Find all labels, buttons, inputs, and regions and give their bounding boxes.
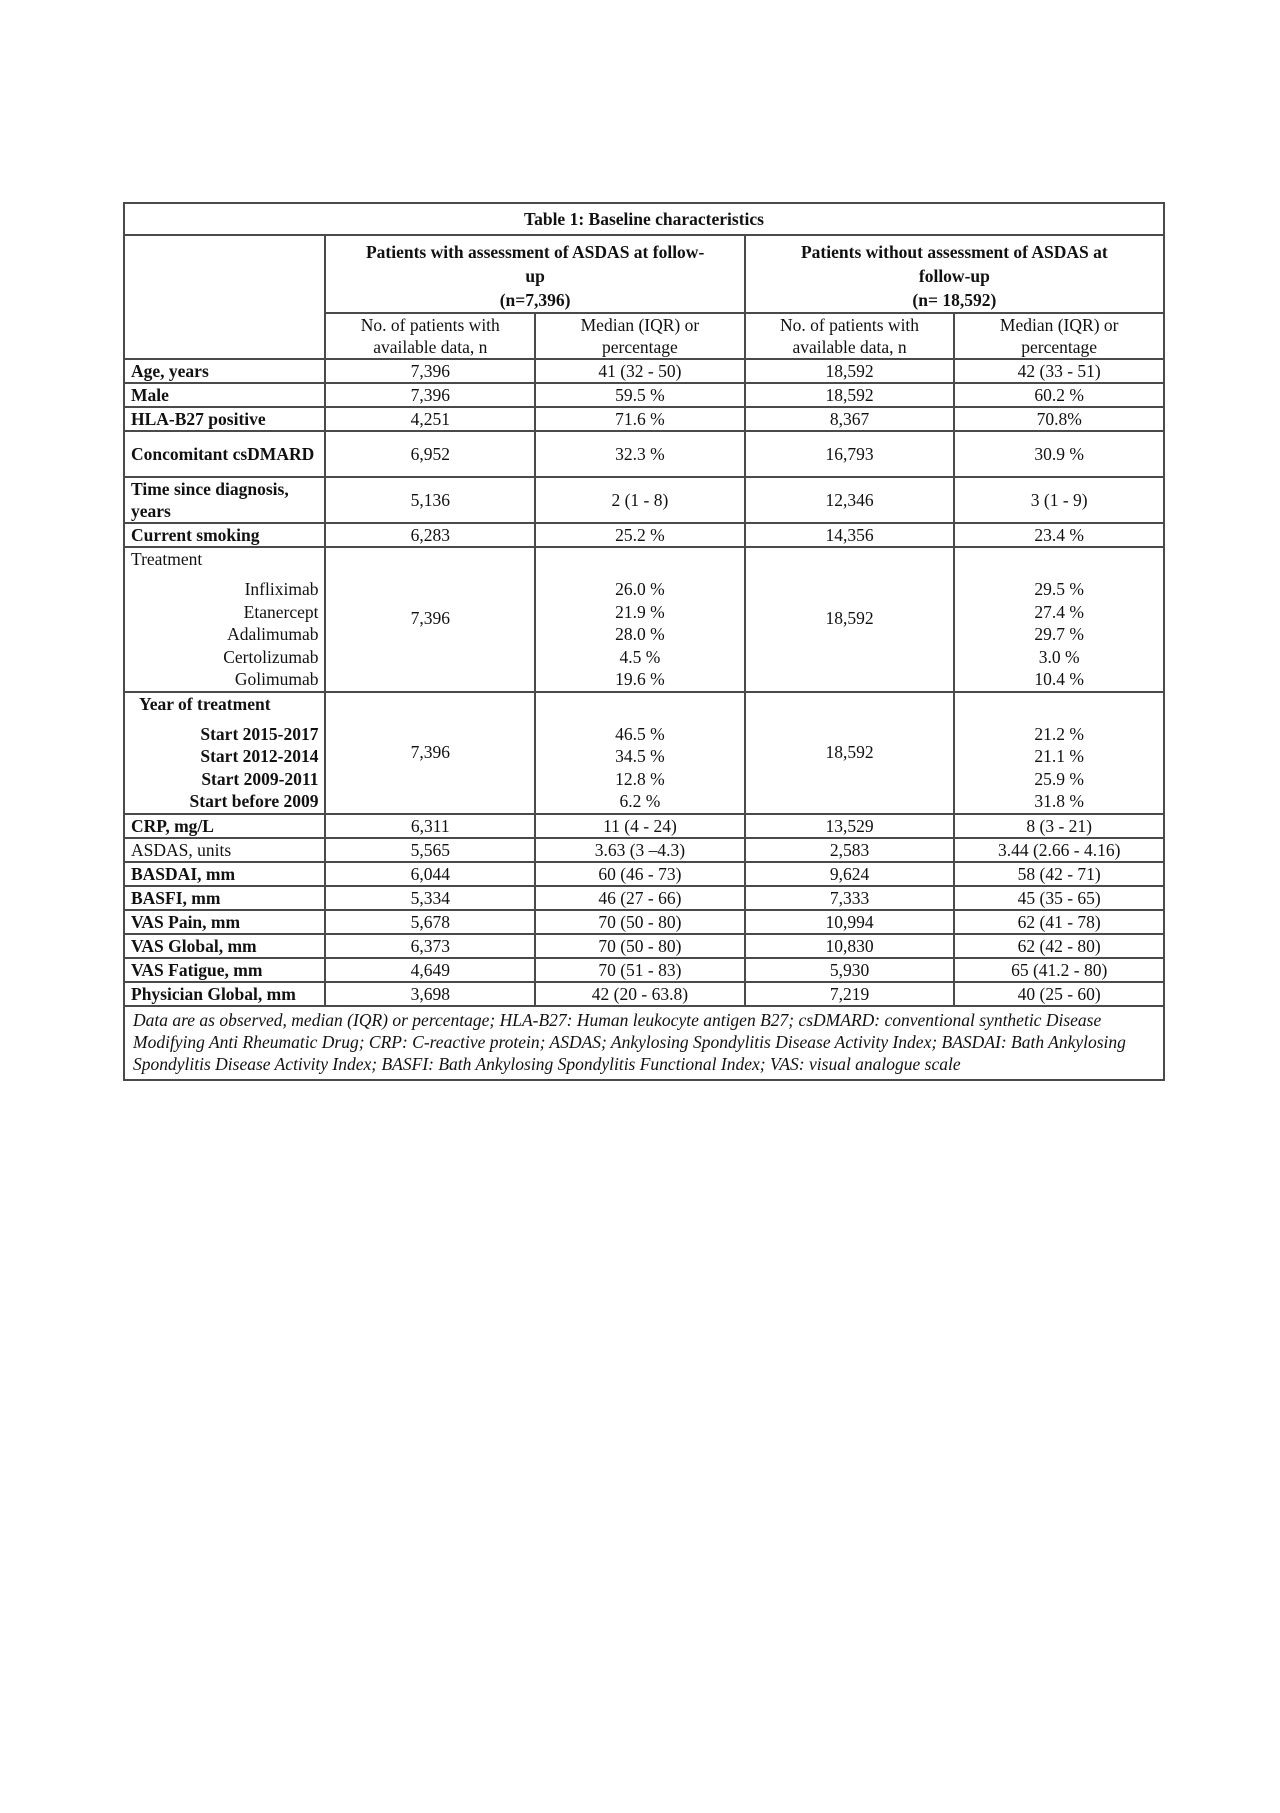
subheader-median: Median (IQR) or percentage xyxy=(535,313,745,359)
sub-label: Start 2009-2011 xyxy=(201,768,319,789)
cell-g1-n xyxy=(325,547,535,692)
row-label: Year of treatment xyxy=(139,693,271,714)
cell-value: 6.2 % xyxy=(619,791,661,811)
row-label: Concomitant csDMARD xyxy=(124,431,325,477)
cell-g1-values xyxy=(535,547,745,692)
table-title: Table 1: Baseline characteristics xyxy=(124,203,1164,235)
cell-g2-value: 42 (33 - 51) xyxy=(954,359,1164,383)
table-row xyxy=(124,910,1164,934)
cell-g2-n: 8,367 xyxy=(745,407,955,431)
cell-value: 12.8 % xyxy=(615,768,665,789)
cell-g1-value: 32.3 % xyxy=(535,431,745,477)
cell-g2-n: 16,793 xyxy=(745,431,955,477)
row-label: VAS Fatigue, mm xyxy=(124,958,325,982)
subheader-median: Median (IQR) or percentage xyxy=(954,313,1164,359)
cell-g2-value: 65 (41.2 - 80) xyxy=(954,958,1164,982)
cell-g1-value: 59.5 % xyxy=(535,383,745,407)
sub-label: Golimumab xyxy=(234,669,319,689)
cell-g2-values xyxy=(954,547,1164,692)
cell-g1-n: 4,251 xyxy=(325,407,535,431)
cell-value: 19.6 % xyxy=(615,669,665,689)
table-row xyxy=(124,838,1164,862)
subheader-count: No. of patients with available data, n xyxy=(745,313,955,359)
group-header-n: (n= 18,592) xyxy=(912,290,997,310)
cell-g1-value: 70 (50 - 80) xyxy=(535,910,745,934)
row-label: Male xyxy=(124,383,325,407)
cell-g2-values xyxy=(954,692,1164,814)
table-row xyxy=(124,814,1164,838)
cell-value: 34.5 % xyxy=(615,746,665,766)
year-labels xyxy=(124,692,325,814)
cell-g1-n: 6,044 xyxy=(325,862,535,886)
cell-g2-n: 10,830 xyxy=(745,934,955,958)
cell-g2-value: 8 (3 - 21) xyxy=(954,814,1164,838)
cell-g2-n: 18,592 xyxy=(745,359,955,383)
sub-label: Start before 2009 xyxy=(189,791,319,811)
cell-g1-value: 70 (51 - 83) xyxy=(535,958,745,982)
cell-g2-n: 5,930 xyxy=(745,958,955,982)
cell-g1-value: 41 (32 - 50) xyxy=(535,359,745,383)
cell-g2-n: 14,356 xyxy=(745,523,955,547)
row-label: CRP, mg/L xyxy=(124,814,325,838)
table-row xyxy=(124,383,1164,407)
row-label: HLA-B27 positive xyxy=(124,407,325,431)
table-row xyxy=(124,886,1164,910)
cell-g2-value: 60.2 % xyxy=(954,383,1164,407)
sub-label: Etanercept xyxy=(243,601,319,622)
table-row xyxy=(124,523,1164,547)
cell-value: 27.4 % xyxy=(1034,601,1084,622)
cell-g2-n: 10,994 xyxy=(745,910,955,934)
cell-g2-n: 18,592 xyxy=(745,383,955,407)
cell-g2-value: 58 (42 - 71) xyxy=(954,862,1164,886)
cell-g2-n: 12,346 xyxy=(745,477,955,523)
cell-g1-value: 46 (27 - 66) xyxy=(535,886,745,910)
baseline-characteristics-table xyxy=(123,202,1165,1081)
cell-g1-value: 42 (20 - 63.8) xyxy=(535,982,745,1006)
cell-value: 29.7 % xyxy=(1034,624,1084,644)
cell-g1-n xyxy=(325,692,535,814)
group-header-line: follow-up xyxy=(918,266,990,286)
cell-value: 21.9 % xyxy=(615,601,665,622)
row-label: VAS Pain, mm xyxy=(124,910,325,934)
cell-value: 4.5 % xyxy=(619,646,661,667)
cell-g2-n: 9,624 xyxy=(745,862,955,886)
cell-g1-n: 5,136 xyxy=(325,477,535,523)
cell-value: 18,592 xyxy=(825,608,874,629)
cell-value: 25.9 % xyxy=(1034,768,1084,789)
sub-label: Start 2015-2017 xyxy=(200,723,319,744)
cell-value: 7,396 xyxy=(410,608,450,629)
cell-value: 29.5 % xyxy=(1034,579,1084,599)
cell-g1-n: 7,396 xyxy=(325,383,535,407)
cell-g2-value: 45 (35 - 65) xyxy=(954,886,1164,910)
cell-g1-n: 5,334 xyxy=(325,886,535,910)
cell-g2-value: 62 (42 - 80) xyxy=(954,934,1164,958)
cell-g2-value: 3 (1 - 9) xyxy=(954,477,1164,523)
cell-g1-n: 7,396 xyxy=(325,359,535,383)
cell-g1-value: 11 (4 - 24) xyxy=(535,814,745,838)
table-row xyxy=(124,862,1164,886)
row-label: ASDAS, units xyxy=(124,838,325,862)
group-header-line: Patients with assessment of ASDAS at follow- xyxy=(365,242,705,262)
cell-value: 31.8 % xyxy=(1034,791,1084,811)
cell-g1-value: 60 (46 - 73) xyxy=(535,862,745,886)
group-header-with-asdas xyxy=(325,235,744,313)
cell-value: 3.0 % xyxy=(1038,646,1080,667)
cell-g2-value: 3.44 (2.66 - 4.16) xyxy=(954,838,1164,862)
cell-g1-n: 5,678 xyxy=(325,910,535,934)
cell-g1-value: 71.6 % xyxy=(535,407,745,431)
row-label: Current smoking xyxy=(124,523,325,547)
cell-g2-n xyxy=(745,547,955,692)
cell-value: 18,592 xyxy=(825,741,874,762)
empty-header-cell xyxy=(124,235,325,359)
cell-value: 7,396 xyxy=(410,741,450,762)
sub-label: Infliximab xyxy=(244,579,319,599)
cell-g1-value: 25.2 % xyxy=(535,523,745,547)
cell-g2-value: 62 (41 - 78) xyxy=(954,910,1164,934)
table-row xyxy=(124,477,1164,523)
row-label: BASFI, mm xyxy=(124,886,325,910)
treatment-block xyxy=(124,547,1164,692)
subheader-count: No. of patients with available data, n xyxy=(325,313,535,359)
cell-g1-n: 3,698 xyxy=(325,982,535,1006)
cell-value: 10.4 % xyxy=(1034,669,1084,689)
row-label: Time since diagnosis, years xyxy=(124,477,325,523)
cell-g1-value: 70 (50 - 80) xyxy=(535,934,745,958)
table-row xyxy=(124,359,1164,383)
row-label: BASDAI, mm xyxy=(124,862,325,886)
cell-g2-value: 30.9 % xyxy=(954,431,1164,477)
table-footnote: Data are as observed, median (IQR) or percentage; HLA-B27: Human leukocyte antigen B27; csDMARD: conventional synthetic Disease Modifying Anti Rheumatic Drug; CRP: C-reactive protein; ASDAS; Ankylosing Spondylitis Disease Activity Index; BASDAI: Bath Ankylosing Spondylitis Disease Activity Index; BASFI: Bath Ankylosing Spondylitis Functional Index; VAS: visual analogue scale xyxy=(124,1006,1164,1080)
group-header-line: up xyxy=(525,266,545,286)
cell-value: 21.1 % xyxy=(1034,746,1084,766)
group-header-without-asdas xyxy=(745,235,1164,313)
cell-g2-value: 70.8% xyxy=(954,407,1164,431)
table-row xyxy=(124,407,1164,431)
table-row xyxy=(124,934,1164,958)
cell-g2-n: 7,333 xyxy=(745,886,955,910)
cell-g1-value: 2 (1 - 8) xyxy=(535,477,745,523)
group-header-line: Patients without assessment of ASDAS at xyxy=(800,242,1108,262)
table-row xyxy=(124,958,1164,982)
cell-g1-n: 6,373 xyxy=(325,934,535,958)
cell-g1-n: 4,649 xyxy=(325,958,535,982)
cell-g2-value: 23.4 % xyxy=(954,523,1164,547)
cell-g2-n: 2,583 xyxy=(745,838,955,862)
cell-g1-n: 5,565 xyxy=(325,838,535,862)
table-row xyxy=(124,982,1164,1006)
treatment-labels xyxy=(124,547,325,692)
cell-g1-n: 6,311 xyxy=(325,814,535,838)
cell-g2-n: 13,529 xyxy=(745,814,955,838)
row-label: Age, years xyxy=(124,359,325,383)
sub-label: Certolizumab xyxy=(223,646,319,667)
row-label: VAS Global, mm xyxy=(124,934,325,958)
row-label: Physician Global, mm xyxy=(124,982,325,1006)
cell-g1-value: 3.63 (3 –4.3) xyxy=(535,838,745,862)
sub-label: Start 2012-2014 xyxy=(200,746,319,766)
cell-value: 28.0 % xyxy=(615,624,665,644)
year-of-treatment-block xyxy=(124,692,1164,814)
sub-label: Adalimumab xyxy=(227,624,319,644)
cell-g1-values xyxy=(535,692,745,814)
cell-g1-n: 6,283 xyxy=(325,523,535,547)
cell-g2-n: 7,219 xyxy=(745,982,955,1006)
row-label: Treatment xyxy=(131,549,203,569)
cell-g1-n: 6,952 xyxy=(325,431,535,477)
table-row xyxy=(124,431,1164,477)
cell-g2-n xyxy=(745,692,955,814)
cell-value: 26.0 % xyxy=(615,579,665,599)
cell-g2-value: 40 (25 - 60) xyxy=(954,982,1164,1006)
group-header-n: (n=7,396) xyxy=(499,290,571,310)
cell-value: 46.5 % xyxy=(615,723,665,744)
cell-value: 21.2 % xyxy=(1034,723,1084,744)
